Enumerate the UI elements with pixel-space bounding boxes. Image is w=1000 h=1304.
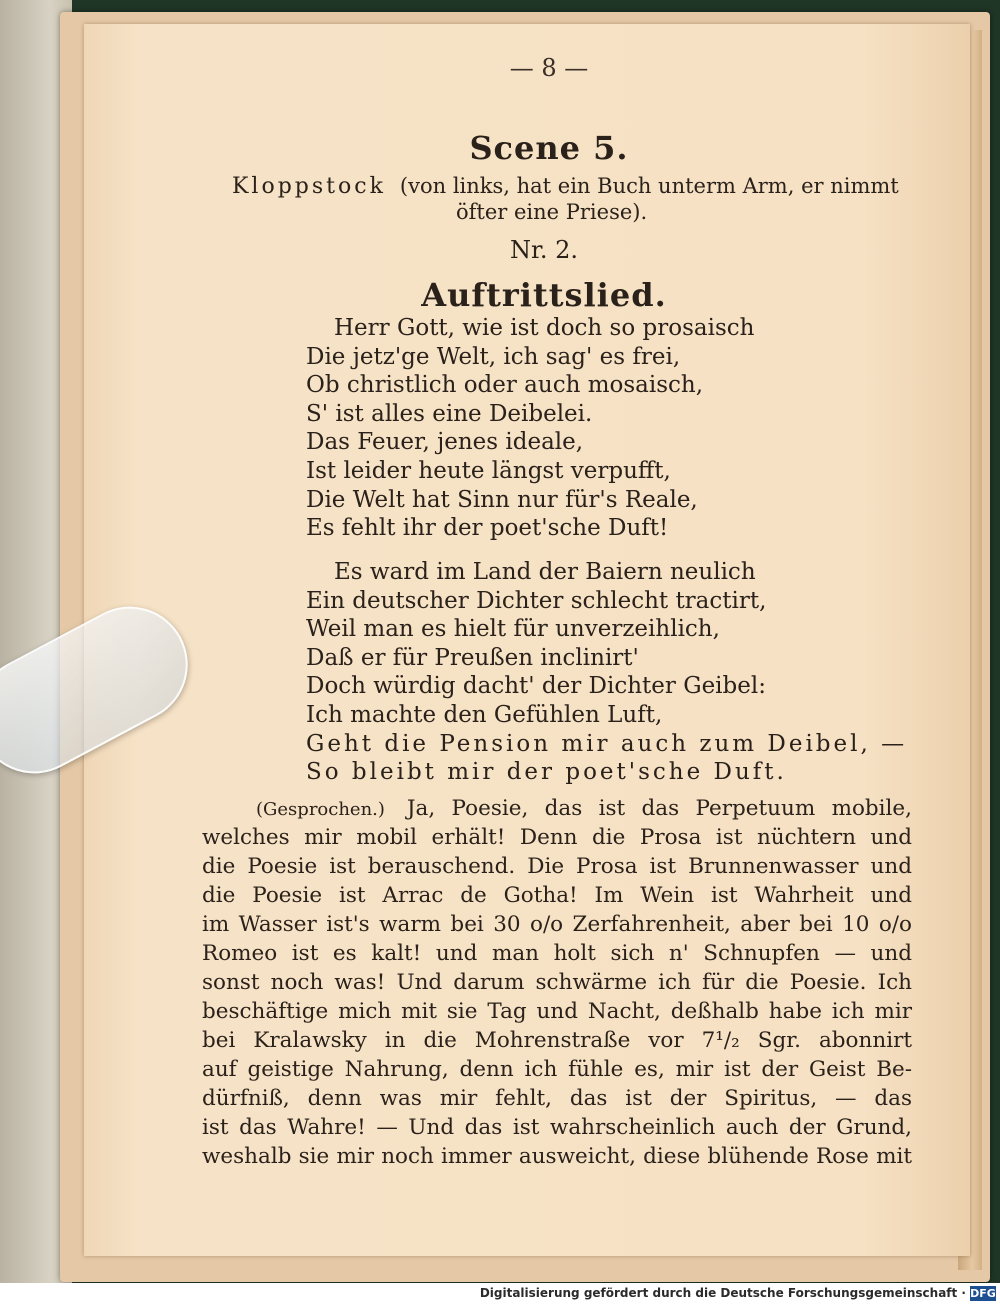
song-title: Auftrittslied. bbox=[421, 276, 667, 314]
prose-line: beschäftige mich mit sie Tag und Nacht, deßhalb habe ich mir bbox=[202, 999, 912, 1024]
digitization-footer bbox=[0, 1283, 1000, 1304]
page-number: — 8 — bbox=[509, 54, 589, 82]
verse-line: Es fehlt ihr der poet'sche Duft! bbox=[306, 515, 669, 542]
verse-line: Geht die Pension mir auch zum Deibel, — bbox=[306, 730, 908, 757]
verse-line: Es ward im Land der Baiern neulich bbox=[334, 559, 756, 585]
prose-line: weshalb sie mir noch immer ausweicht, diese blühende Rose mit bbox=[202, 1144, 912, 1169]
prose-line: ist das Wahre! — Und das ist wahrscheinlich auch der Grund, bbox=[202, 1115, 912, 1140]
verse-line: Die jetz'ge Welt, ich sag' es frei, bbox=[306, 343, 681, 370]
verse-line: Ob christlich oder auch mosaisch, bbox=[306, 372, 704, 399]
verse-line: Ist leider heute längst verpufft, bbox=[306, 457, 671, 484]
prose-line: auf geistige Nahrung, denn ich fühle es, mir ist der Geist Be- bbox=[202, 1057, 912, 1082]
verse-line: Die Welt hat Sinn nur für's Reale, bbox=[306, 486, 698, 513]
spoken-label: (Gesprochen.) bbox=[256, 799, 385, 820]
dfg-logo: DFG bbox=[970, 1287, 996, 1300]
song-number: Nr. 2. bbox=[510, 236, 578, 264]
verse-1 bbox=[306, 314, 826, 543]
verse-line: S' ist alles eine Deibelei. bbox=[306, 400, 593, 427]
verse-line: Das Feuer, jenes ideale, bbox=[306, 429, 584, 456]
prose-line: Romeo ist es kalt! und man holt sich n' Schnupfen — und bbox=[202, 941, 912, 966]
spoken-text bbox=[202, 794, 912, 1171]
verse-line: Ich machte den Gefühlen Luft, bbox=[306, 701, 663, 728]
prose-line: im Wasser ist's warm bei 30 o/o Zerfahrenheit, aber bei 10 o/o bbox=[202, 912, 912, 937]
verse-line: Doch würdig dacht' der Dichter Geibel: bbox=[306, 673, 766, 700]
prose-line: bei Kralawsky in die Mohrenstraße vor 7¹/₂ Sgr. abonnirt bbox=[202, 1028, 912, 1053]
funding-note: Digitalisierung gefördert durch die Deutsche Forschungsgemeinschaft · bbox=[479, 1286, 966, 1300]
prose-first-line: Ja, Poesie, das ist das Perpetuum mobile, bbox=[406, 796, 912, 821]
stage-direction-line-2: öfter eine Priese). bbox=[456, 200, 648, 224]
prose-line: dürfniß, denn was mir fehlt, das ist der Spiritus, — das bbox=[202, 1086, 912, 1111]
book-page bbox=[84, 24, 970, 1256]
verse-line: Weil man es hielt für unverzeihlich, bbox=[306, 616, 720, 643]
verse-line: So bleibt mir der poet'sche Duft. bbox=[306, 759, 787, 786]
verse-2 bbox=[306, 558, 908, 787]
prose-line bbox=[202, 794, 912, 823]
prose-line: welches mir mobil erhält! Denn die Prosa ist nüchtern und bbox=[202, 825, 912, 850]
verse-line: Herr Gott, wie ist doch so prosaisch bbox=[334, 315, 755, 341]
verse-line: Ein deutscher Dichter schlecht tractirt, bbox=[306, 587, 767, 614]
prose-line: sonst noch was! Und darum schwärme ich für die Poesie. Ich bbox=[202, 970, 912, 995]
prose-line: die Poesie ist berauschend. Die Prosa ist Brunnenwasser und bbox=[202, 854, 912, 879]
prose-line: die Poesie ist Arrac de Gotha! Im Wein ist Wahrheit und bbox=[202, 883, 912, 908]
stage-direction-text: (von links, hat ein Buch unterm Arm, er nimmt bbox=[399, 174, 899, 198]
scene-heading: Scene 5. bbox=[469, 129, 629, 167]
verse-line: Daß er für Preußen inclinirt' bbox=[306, 644, 639, 671]
stage-direction-line-1 bbox=[232, 174, 899, 199]
character-name: Kloppstock bbox=[232, 174, 386, 199]
